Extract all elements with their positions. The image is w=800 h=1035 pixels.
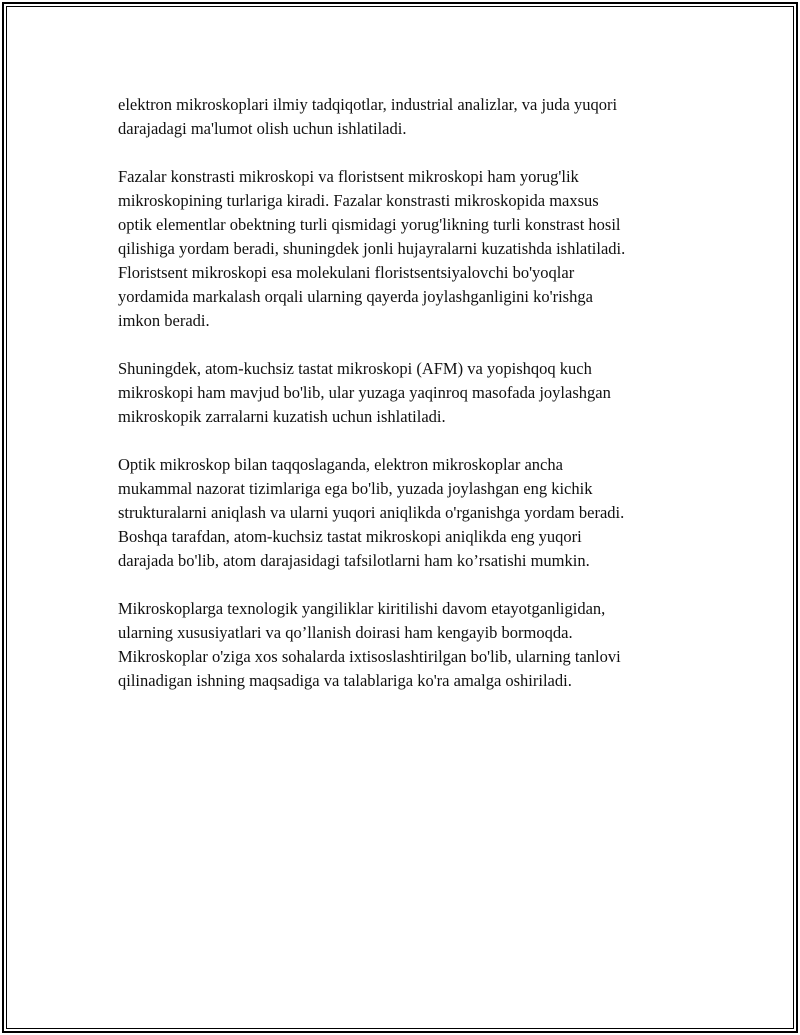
paragraph-1 — [118, 93, 698, 141]
paragraph-line: yordamida markalash orqali ularning qayerda joylashganligini ko'rishga — [118, 287, 593, 306]
paragraph-line: mikroskopi ham mavjud bo'lib, ular yuzaga yaqinroq masofada joylashgan — [118, 383, 611, 402]
paragraph-line: Floristsent mikroskopi esa molekulani floristsentsiyalovchi bo'yoqlar — [118, 263, 575, 282]
paragraph-line: Mikroskoplar o'ziga xos sohalarda ixtisoslashtirilgan bo'lib, ularning tanlovi — [118, 647, 621, 666]
paragraph-4 — [118, 453, 698, 573]
paragraph-line: imkon beradi. — [118, 311, 210, 330]
paragraph-line: qilishiga yordam beradi, shuningdek jonli hujayralarni kuzatishda ishlatiladi. — [118, 239, 626, 258]
paragraph-line: elektron mikroskoplari ilmiy tadqiqotlar, industrial analizlar, va juda yuqori — [118, 95, 618, 114]
paragraph-line: mikroskopik zarralarni kuzatish uchun ishlatiladi. — [118, 407, 446, 426]
paragraph-line: Mikroskoplarga texnologik yangiliklar kiritilishi davom etayotganligidan, — [118, 599, 606, 618]
paragraph-line: strukturalarni aniqlash va ularni yuqori aniqlikda o'rganishga yordam beradi. — [118, 503, 625, 522]
paragraph-line: Boshqa tarafdan, atom-kuchsiz tastat mikroskopi aniqlikda eng yuqori — [118, 527, 582, 546]
paragraph-line: mukammal nazorat tizimlariga ega bo'lib, yuzada joylashgan eng kichik — [118, 479, 593, 498]
paragraph-line: Optik mikroskop bilan taqqoslaganda, elektron mikroskoplar ancha — [118, 455, 563, 474]
paragraph-line: ularning xususiyatlari va qo’llanish doirasi ham kengayib bormoqda. — [118, 623, 573, 642]
paragraph-2 — [118, 165, 698, 333]
paragraph-line: Shuningdek, atom-kuchsiz tastat mikroskopi (AFM) va yopishqoq kuch — [118, 359, 592, 378]
paragraph-3 — [118, 357, 698, 429]
paragraph-line: darajada bo'lib, atom darajasidagi tafsilotlarni ham ko’rsatishi mumkin. — [118, 551, 590, 570]
paragraph-line: mikroskopining turlariga kiradi. Fazalar konstrasti mikroskopida maxsus — [118, 191, 599, 210]
paragraph-line: qilinadigan ishning maqsadiga va talablariga ko'ra amalga oshiriladi. — [118, 671, 572, 690]
paragraph-line: optik elementlar obektning turli qismidagi yorug'likning turli konstrast hosil — [118, 215, 621, 234]
paragraph-line: Fazalar konstrasti mikroskopi va floristsent mikroskopi ham yorug'lik — [118, 167, 579, 186]
document-body — [118, 93, 698, 717]
paragraph-line: darajadagi ma'lumot olish uchun ishlatiladi. — [118, 119, 407, 138]
paragraph-5 — [118, 597, 698, 693]
